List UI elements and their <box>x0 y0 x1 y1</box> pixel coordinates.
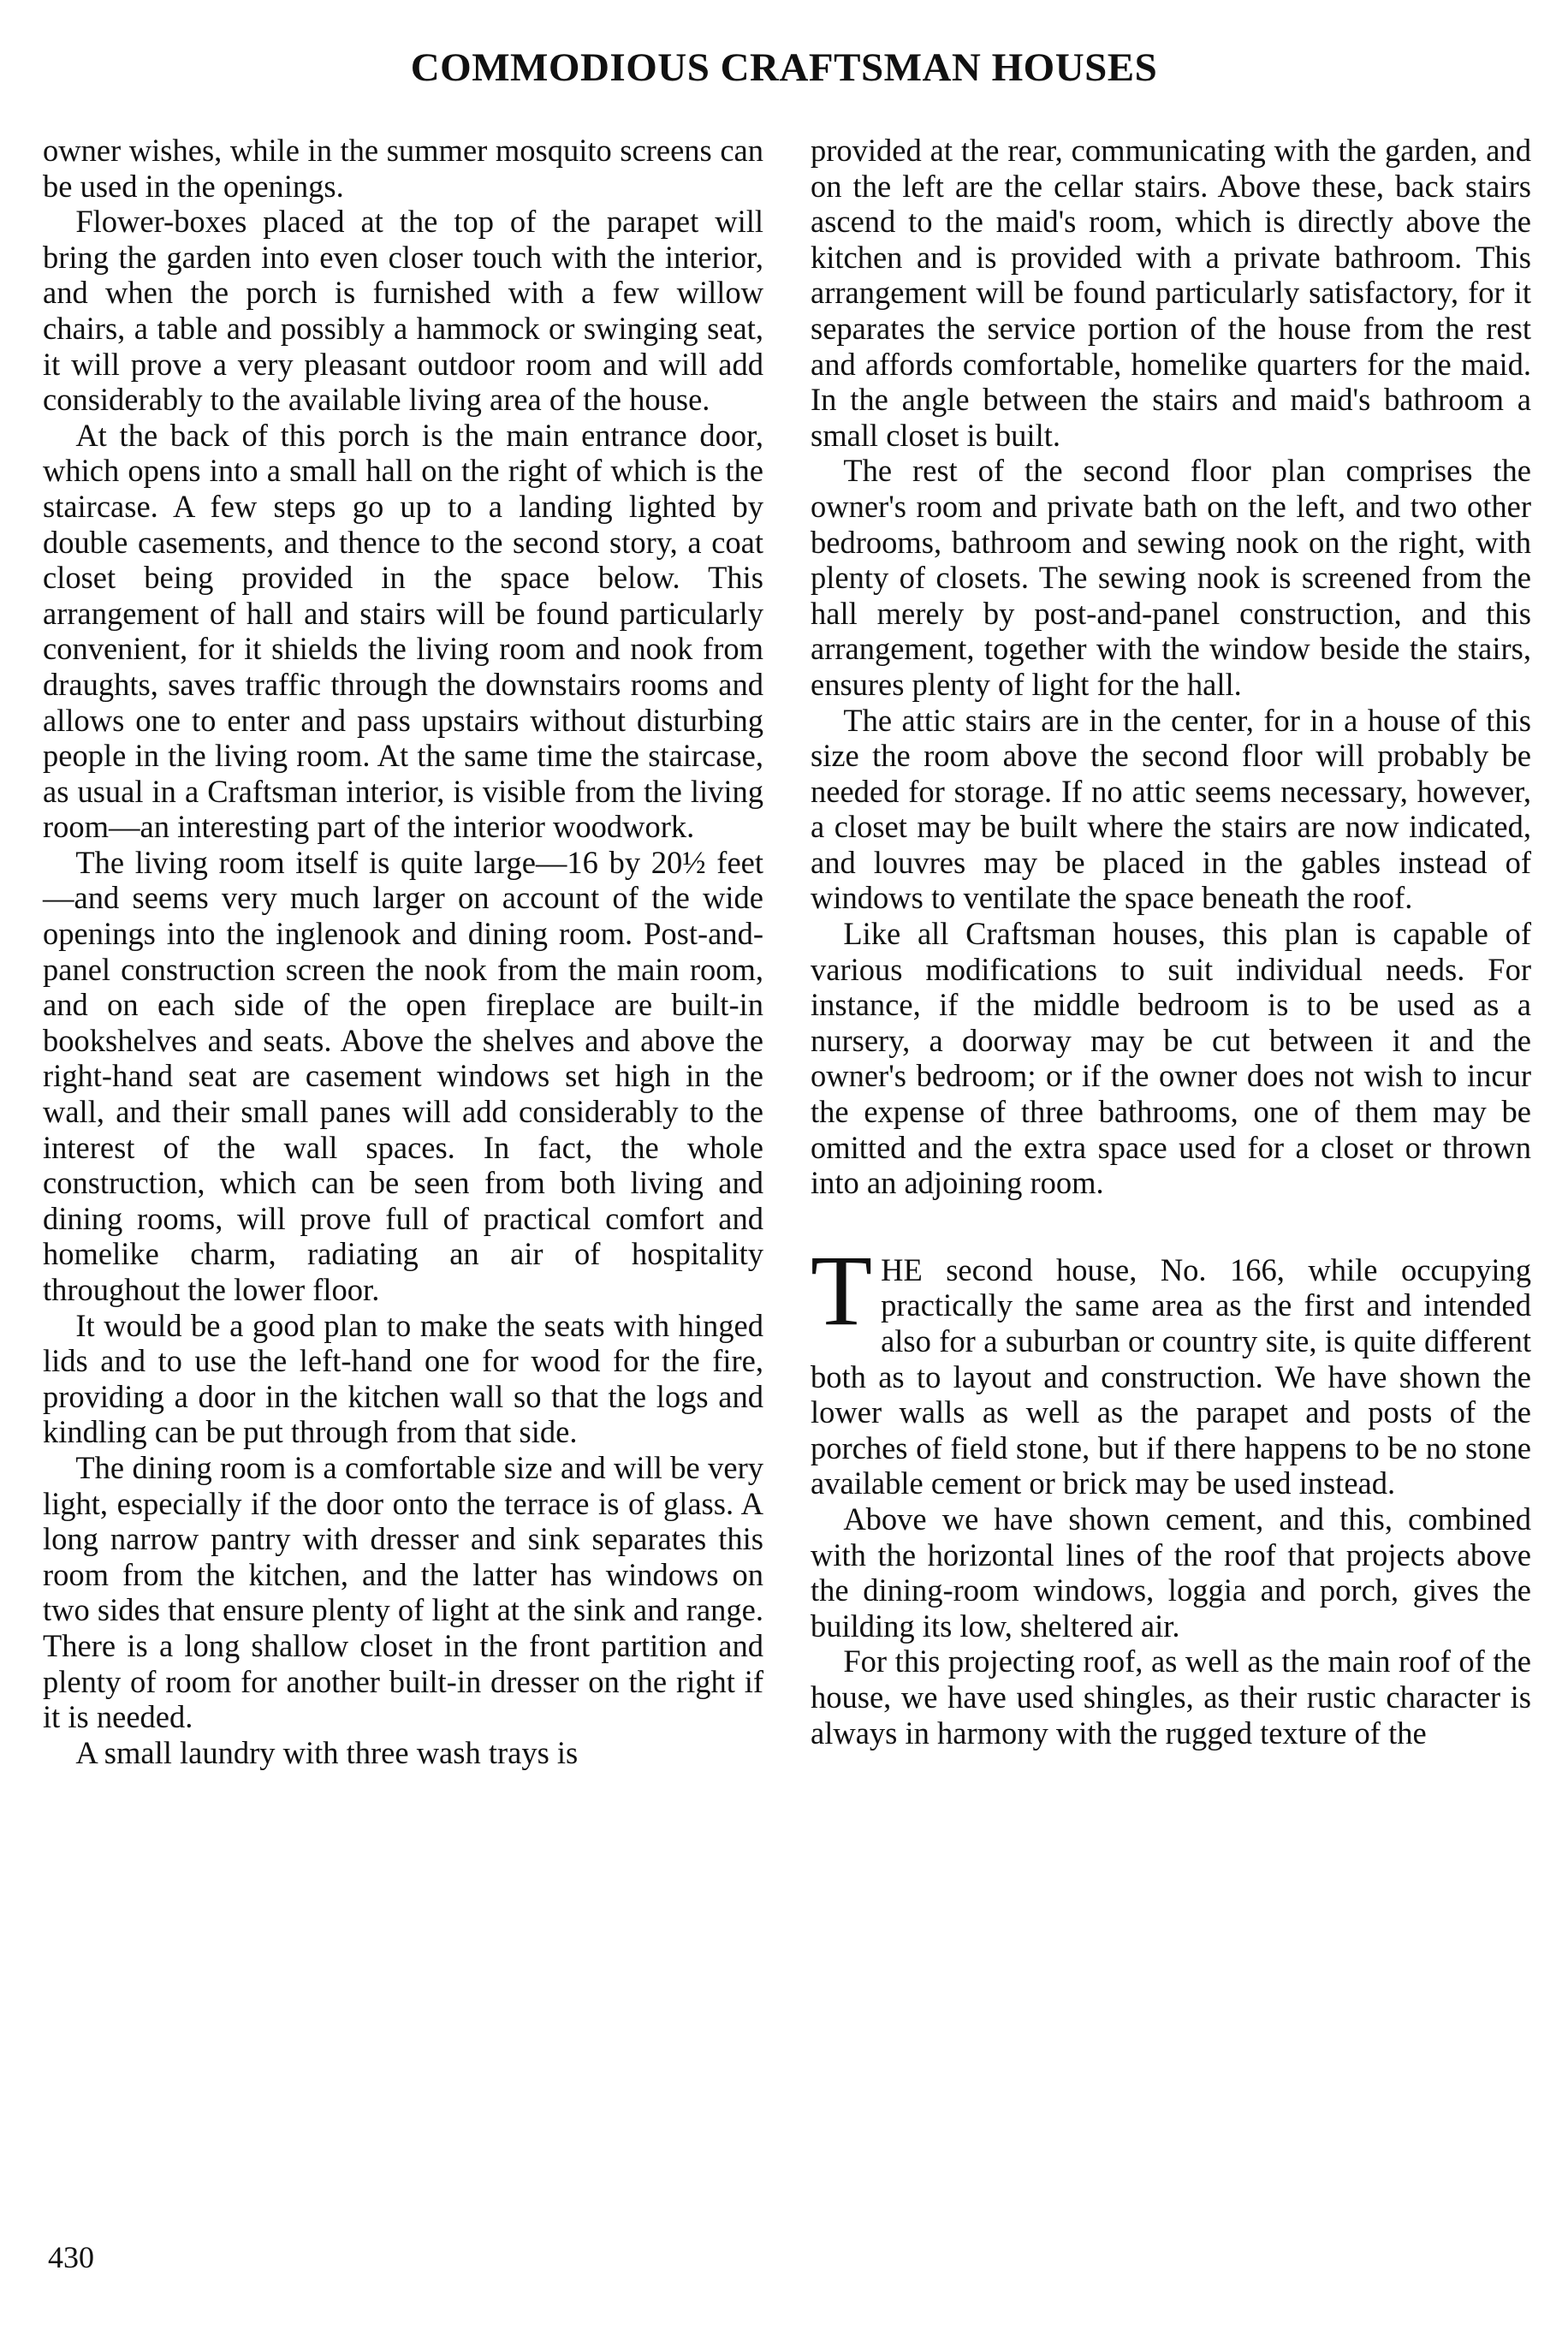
paragraph: The attic stairs are in the center, for in a house of this size the room above the second floor will probably be needed for storage. If no attic seems necessary, however, a closet may be built where the stairs are now indicated, and louvres may be placed in the gables instead of windows to ventilate the space beneath the roof. <box>811 702 1531 916</box>
running-head-title: COMMODIOUS CRAFTSMAN HOUSES <box>410 45 1158 90</box>
page-number: 430 <box>48 2240 94 2274</box>
left-column <box>43 133 763 1770</box>
paragraph: For this projecting roof, as well as the main roof of the house, we have used shingles, as their rustic character is always in harmony with the rugged texture of the <box>811 1644 1531 1751</box>
paragraph: It would be a good plan to make the seats with hinged lids and to use the left-hand one for wood for the fire, providing a door in the kitchen wall so that the logs and kindling can be put through from that side. <box>43 1307 763 1450</box>
paragraph: The rest of the second floor plan comprises the owner's room and private bath on the left, and two other bedrooms, bathroom and sewing nook on the right, with plenty of closets. The sewing nook is screened from the hall merely by post-and-panel construction, and this arrangement, together with the window beside the stairs, ensures plenty of light for the hall. <box>811 453 1531 702</box>
paragraph: owner wishes, while in the summer mosquito screens can be used in the openings. <box>43 133 763 204</box>
paragraph: A small laundry with three wash trays is <box>75 1734 579 1770</box>
paragraph: Like all Craftsman houses, this plan is capable of various modifications to suit individual needs. For instance, if the middle bedroom is to be used as a nursery, a doorway may be cut between it and the owner's bedroom; or if the owner does not wish to incur the expense of three bathrooms, one of them may be omitted and the extra space used for a closet or thrown into an adjoining room. <box>811 916 1531 1201</box>
section-opening-paragraph <box>811 1233 1531 1501</box>
paragraph: provided at the rear, communicating with the garden, and on the left are the cellar stairs. Above these, back stairs ascend to the maid's room, which is directly above the kitchen and is provided with a private bathroom. This arrangement will be found particularly satisfactory, for it separates the service portion of the house from the rest and affords comfortable, homelike quarters for the maid. In the angle between the stairs and maid's bathroom a small closet is built. <box>811 133 1531 453</box>
paragraph: At the back of this porch is the main entrance door, which opens into a small hall on the right of which is the staircase. A few steps go up to a landing lighted by double casements, and thence to the second story, a coat closet being provided in the space below. This arrangement of hall and stairs will be found particularly convenient, for it shields the living room and nook from draughts, saves traffic through the downstairs rooms and allows one to enter and pass upstairs without disturbing people in the living room. At the same time the staircase, as usual in a Craftsman interior, is visible from the living room—an interesting part of the interior woodwork. <box>43 417 763 845</box>
paragraph: Flower-boxes placed at the top of the parapet will bring the garden into even closer touch with the interior, and when the porch is furnished with a few willow chairs, a table and possibly a hammock or swinging seat, it will prove a very pleasant outdoor room and will add considerably to the available living area of the house. <box>43 204 763 418</box>
paragraph: The dining room is a comfortable size and will be very light, especially if the door onto the terrace is of glass. A long narrow pantry with dresser and sink separates this room from the kitchen, and the latter has windows on two sides that ensure plenty of light at the sink and range. There is a long shallow closet in the front partition and plenty of room for another built-in dresser on the right if it is needed. <box>43 1449 763 1735</box>
paragraph: Above we have shown cement, and this, combined with the horizontal lines of the roof that projects above the dining-room windows, loggia and porch, gives the building its low, sheltered air. <box>811 1501 1531 1644</box>
drop-cap-initial: T <box>811 1233 873 1346</box>
right-column <box>811 133 1531 1751</box>
section-opening-text: HE second house, No. 166, while occupying practically the same area as the first and intended also for a suburban or country site, is quite different both as to layout and construction. We have shown the lower walls as well as the parapet and posts of the porches of field stone, but if there happens to be no stone available cement or brick may be used instead. <box>811 1251 1531 1501</box>
paragraph: The living room itself is quite large—16 by 20½ feet—and seems very much larger on account of the wide openings into the inglenook and dining room. Post-and-panel construction screen the nook from the main room, and on each side of the open fireplace are built-in bookshelves and seats. Above the shelves and above the right-hand seat are casement windows set high in the wall, and their small panes will add considerably to the interest of the wall spaces. In fact, the whole construction, which can be seen from both living and dining rooms, will prove full of practical comfort and homelike charm, radiating an air of hospitality throughout the lower floor. <box>43 844 763 1307</box>
